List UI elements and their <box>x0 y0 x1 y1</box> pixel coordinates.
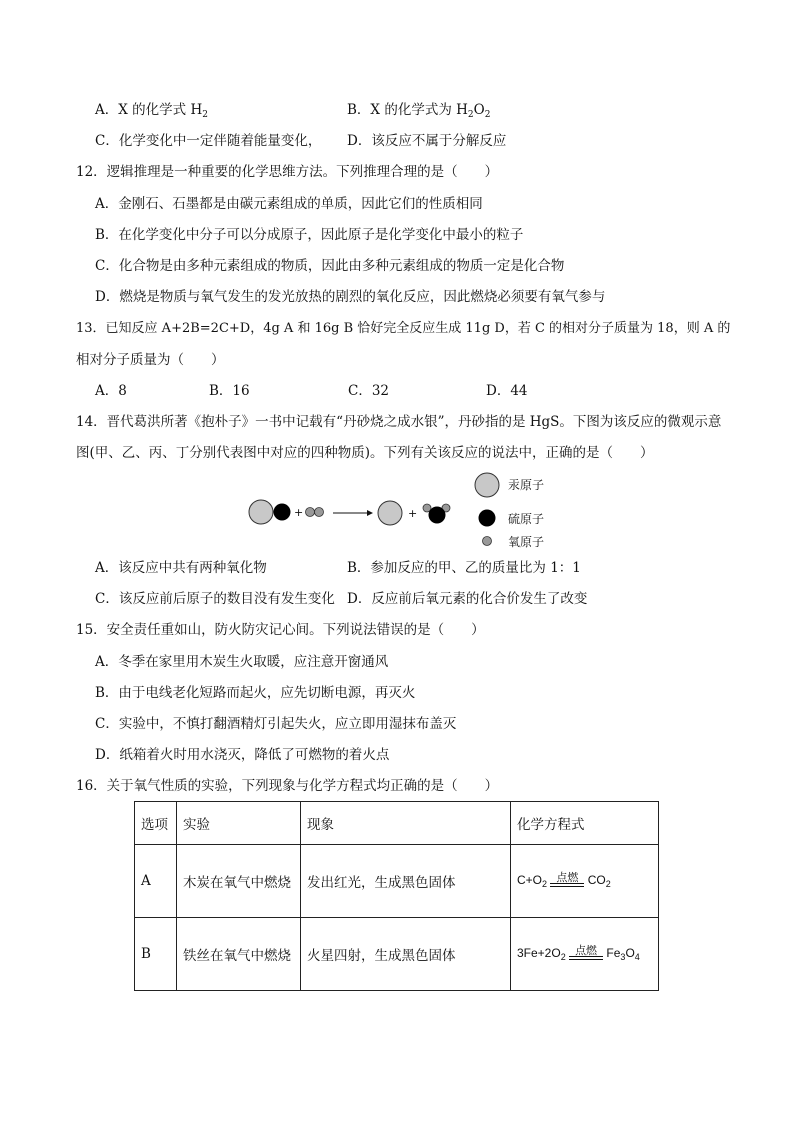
legend-mercury-label: 汞原子 <box>508 478 545 492</box>
q12-option-d: D．燃烧是物质与氧气发生的发光放热的剧烈的氧化反应，因此燃烧必须要有氧气参与 <box>95 289 606 305</box>
header-option: 选项 <box>135 802 177 845</box>
sulfur-atom <box>274 504 291 521</box>
row-a-equation: $C+O_2$ 点燃 $CO_2$ <box>511 845 659 918</box>
q14-option-b: B．参加反应的甲、乙的质量比为 1：1 <box>347 560 581 576</box>
legend-sulfur-icon <box>479 510 496 527</box>
q15-option-d: D．纸箱着火时用水浇灭，降低了可燃物的着火点 <box>95 747 390 763</box>
sulfur-atom <box>429 507 446 524</box>
plus-sign-1: + <box>294 506 304 519</box>
q14-stem-line2: 图(甲、乙、丙、丁分别代表图中对应的四种物质)。下列有关该反应的说法中，正确的是（ ） <box>76 445 654 461</box>
row-b-equation: $3Fe+2O_2$ 点燃 $Fe_3O_4$ <box>511 918 659 991</box>
q16-table <box>134 801 659 991</box>
reaction-condition: 点燃 <box>550 872 584 887</box>
mercury-atom <box>249 500 273 524</box>
q13-stem-line1: 13．已知反应 A+2B=2C+D，4g A 和 16g B 恰好完全反应生成 11g D，若 C 的相对分子质量为 18，则 A 的 <box>76 321 731 336</box>
q11-option-a: A．X 的化学式 $H_2$ <box>95 102 208 120</box>
row-b-phenomenon: 火星四射，生成黑色固体 <box>301 918 511 991</box>
q12-option-b: B．在化学变化中分子可以分成原子，因此原子是化学变化中最小的粒子 <box>95 227 524 243</box>
q11-option-d: D．该反应不属于分解反应 <box>347 133 507 149</box>
q12-option-c: C．化合物是由多种元素组成的物质，因此由多种元素组成的物质一定是化合物 <box>95 258 565 274</box>
table-row <box>135 918 659 991</box>
mercury-atom <box>378 501 402 525</box>
q14-option-a: A．该反应中共有两种氧化物 <box>95 560 267 576</box>
q15-stem: 15．安全责任重如山，防火防灾记心间。下列说法错误的是（ ） <box>76 622 485 638</box>
legend-sulfur-label: 硫原子 <box>508 512 545 526</box>
row-b-option: B <box>135 918 177 991</box>
q15-option-c: C．实验中，不慎打翻酒精灯引起失火，应立即用湿抹布盖灭 <box>95 716 457 732</box>
q13-option-d: D．44 <box>486 383 528 399</box>
q12-option-a: A．金刚石、石墨都是由碳元素组成的单质，因此它们的性质相同 <box>95 196 483 212</box>
row-a-phenomenon: 发出红光，生成黑色固体 <box>301 845 511 918</box>
legend-oxygen-icon <box>483 537 492 546</box>
header-experiment: 实验 <box>177 802 301 845</box>
q14-option-d: D．反应前后氧元素的化合价发生了改变 <box>347 591 588 607</box>
q13-stem-line2: 相对分子质量为（ ） <box>76 352 225 368</box>
reaction-micro-diagram <box>240 468 560 553</box>
q14-stem-line1: 14．晋代葛洪所著《抱朴子》一书中记载有“丹砂烧之成水银”，丹砂指的是 HgS。下图为该反应的微观示意 <box>76 414 722 430</box>
q11-option-b: B．X 的化学式为 $H_2O_2$ <box>347 102 491 120</box>
header-equation: 化学方程式 <box>511 802 659 845</box>
table-row <box>135 845 659 918</box>
q11-option-c: C．化学变化中一定伴随着能量变化， <box>95 133 322 149</box>
oxygen-atom <box>306 508 315 517</box>
q15-option-b: B．由于电线老化短路而起火，应先切断电源，再灭火 <box>95 685 416 701</box>
row-b-experiment: 铁丝在氧气中燃烧 <box>177 918 301 991</box>
q13-option-b: B．16 <box>209 383 250 399</box>
q13-option-a: A．8 <box>95 383 127 399</box>
legend-mercury-icon <box>475 473 499 497</box>
plus-sign-2: + <box>408 507 418 520</box>
q13-option-c: C．32 <box>348 383 390 399</box>
q14-option-c: C．该反应前后原子的数目没有发生变化 <box>95 591 335 607</box>
row-a-option: A <box>135 845 177 918</box>
reaction-arrow-head <box>367 510 373 516</box>
oxygen-atom <box>315 508 324 517</box>
q16-stem: 16．关于氧气性质的实验，下列现象与化学方程式均正确的是（ ） <box>76 778 499 794</box>
q12-stem: 12．逻辑推理是一种重要的化学思维方法。下列推理合理的是（ ） <box>76 164 499 180</box>
q15-option-a: A．冬季在家里用木炭生火取暖，应注意开窗通风 <box>95 654 389 670</box>
table-header-row <box>135 802 659 845</box>
header-phenomenon: 现象 <box>301 802 511 845</box>
reaction-condition: 点燃 <box>569 945 603 960</box>
row-a-experiment: 木炭在氧气中燃烧 <box>177 845 301 918</box>
legend-oxygen-label: 氧原子 <box>508 535 545 549</box>
